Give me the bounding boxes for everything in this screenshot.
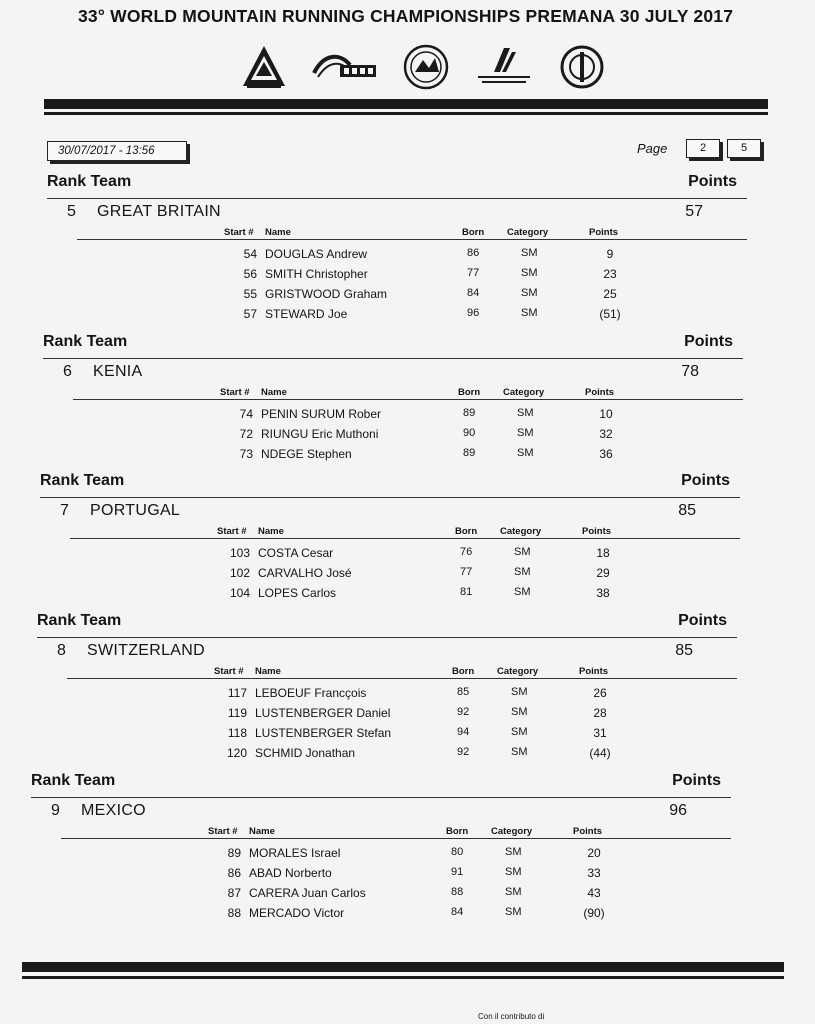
athlete-category: SM xyxy=(505,906,522,918)
athlete-points: 20 xyxy=(587,846,601,860)
column-header-category: Category xyxy=(491,826,533,837)
athlete-born: 84 xyxy=(451,906,464,918)
athlete-category: SM xyxy=(505,846,522,858)
header-rule xyxy=(31,797,731,798)
athlete-name: SMITH Christopher xyxy=(265,267,368,281)
athlete-category: SM xyxy=(514,566,531,578)
column-header-born: Born xyxy=(452,666,475,677)
athlete-points: (44) xyxy=(589,746,611,760)
header-rule xyxy=(43,358,743,359)
team-points: 85 xyxy=(678,502,696,519)
athlete-name: PENIN SURUM Rober xyxy=(261,407,382,421)
athlete-name: NDEGE Stephen xyxy=(261,447,352,461)
team-rank: 9 xyxy=(51,802,60,819)
iaaf-logo xyxy=(310,43,380,91)
rank-team-header: Rank Team xyxy=(37,612,122,629)
team-points: 78 xyxy=(681,363,699,380)
column-header-category: Category xyxy=(497,666,539,677)
athlete-points: 36 xyxy=(599,447,613,461)
athlete-born: 80 xyxy=(451,846,464,858)
athlete-born: 86 xyxy=(467,247,480,259)
column-header-start: Start # xyxy=(214,666,244,677)
rank-team-header: Rank Team xyxy=(43,333,128,350)
footer-divider xyxy=(22,962,784,972)
athlete-category: SM xyxy=(521,287,538,299)
athlete-category: SM xyxy=(514,586,531,598)
athlete-category: SM xyxy=(505,866,522,878)
athlete-row xyxy=(40,586,740,606)
points-header: Points xyxy=(688,173,737,190)
team-block xyxy=(40,472,770,632)
athlete-row xyxy=(31,906,731,926)
athlete-start: 54 xyxy=(243,247,257,261)
team-block xyxy=(47,173,777,333)
points-header: Points xyxy=(684,333,733,350)
athlete-born: 77 xyxy=(460,566,473,578)
team-name: SWITZERLAND xyxy=(87,642,205,659)
team-rule xyxy=(70,538,740,539)
athlete-start: 55 xyxy=(243,287,257,301)
column-header-born: Born xyxy=(462,227,485,238)
athlete-points: 9 xyxy=(606,247,614,261)
athlete-born: 76 xyxy=(460,546,473,558)
athlete-category: SM xyxy=(521,267,538,279)
athlete-start: 119 xyxy=(227,706,247,720)
team-name: GREAT BRITAIN xyxy=(97,203,221,220)
athlete-points: 33 xyxy=(587,866,601,880)
page-title: 33° WORLD MOUNTAIN RUNNING CHAMPIONSHIPS PREMANA 30 JULY 2017 xyxy=(78,6,734,26)
athlete-start: 103 xyxy=(229,546,250,560)
athlete-born: 92 xyxy=(457,706,470,718)
team-rank: 6 xyxy=(63,363,72,380)
column-header-name: Name xyxy=(265,227,291,238)
athlete-category: SM xyxy=(514,546,531,558)
points-header: Points xyxy=(672,772,721,789)
header-divider xyxy=(44,99,768,109)
column-header-category: Category xyxy=(500,526,542,537)
header-rule xyxy=(40,497,740,498)
athlete-row xyxy=(47,307,747,327)
athlete-points: (51) xyxy=(599,307,621,321)
team-name: KENIA xyxy=(93,363,143,380)
column-header-start: Start # xyxy=(208,826,238,837)
athlete-points: 18 xyxy=(596,546,610,560)
athlete-name: GRISTWOOD Graham xyxy=(265,287,388,301)
athlete-name: RIUNGU Eric Muthoni xyxy=(261,427,379,441)
team-rank: 8 xyxy=(57,642,66,659)
contributor-note: Con il contributo di xyxy=(478,1012,545,1021)
team-rule xyxy=(77,239,747,240)
athlete-born: 88 xyxy=(451,886,464,898)
team-rank: 7 xyxy=(60,502,69,519)
athlete-row xyxy=(43,447,743,467)
athlete-category: SM xyxy=(517,447,534,459)
column-header-points: Points xyxy=(579,666,609,677)
athlete-start: 88 xyxy=(227,906,241,920)
athlete-category: SM xyxy=(511,686,528,698)
team-rule xyxy=(67,678,737,679)
athlete-row xyxy=(47,247,747,267)
column-header-points: Points xyxy=(585,387,615,398)
athlete-points: 10 xyxy=(599,407,613,421)
athlete-born: 84 xyxy=(467,287,480,299)
athlete-points: 29 xyxy=(596,566,610,580)
athlete-row xyxy=(31,846,731,866)
athlete-points: 26 xyxy=(593,686,607,700)
team-rule xyxy=(73,399,743,400)
athlete-born: 92 xyxy=(457,746,470,758)
athlete-name: STEWARD Joe xyxy=(265,307,348,321)
athlete-row xyxy=(37,686,737,706)
page-label: Page xyxy=(637,141,668,156)
team-rank: 5 xyxy=(67,203,76,220)
athlete-category: SM xyxy=(517,407,534,419)
column-header-category: Category xyxy=(503,387,545,398)
athlete-category: SM xyxy=(517,427,534,439)
athlete-points: 38 xyxy=(596,586,610,600)
athlete-start: 102 xyxy=(229,566,250,580)
team-block xyxy=(37,612,767,772)
athlete-name: MERCADO Victor xyxy=(249,906,345,920)
team-points: 85 xyxy=(675,642,693,659)
athlete-row xyxy=(40,546,740,566)
athlete-born: 81 xyxy=(460,586,473,598)
athlete-row xyxy=(37,706,737,726)
athlete-born: 90 xyxy=(463,427,476,439)
athlete-born: 85 xyxy=(457,686,470,698)
athlete-born: 89 xyxy=(463,407,476,419)
athlete-row xyxy=(31,866,731,886)
athlete-category: SM xyxy=(511,746,528,758)
athlete-start: 73 xyxy=(239,447,253,461)
page-total: 5 xyxy=(727,139,761,158)
athlete-start: 104 xyxy=(229,586,250,600)
column-header-name: Name xyxy=(261,387,287,398)
athlete-name: DOUGLAS Andrew xyxy=(265,247,368,261)
column-header-start: Start # xyxy=(217,526,247,537)
athlete-born: 94 xyxy=(457,726,470,738)
athlete-category: SM xyxy=(521,247,538,259)
athlete-category: SM xyxy=(505,886,522,898)
athlete-points: 32 xyxy=(599,427,613,441)
athlete-row xyxy=(37,726,737,746)
athlete-start: 74 xyxy=(239,407,253,421)
athlete-start: 86 xyxy=(227,866,241,880)
athlete-points: 25 xyxy=(603,287,617,301)
athlete-start: 87 xyxy=(227,886,241,900)
team-block xyxy=(43,333,773,493)
athlete-row xyxy=(43,407,743,427)
rank-team-header: Rank Team xyxy=(40,472,125,489)
column-header-born: Born xyxy=(446,826,469,837)
athlete-born: 96 xyxy=(467,307,480,319)
header-rule xyxy=(37,637,737,638)
team-block xyxy=(31,772,761,932)
athlete-start: 72 xyxy=(239,427,253,441)
athlete-name: CARVALHO José xyxy=(258,566,352,580)
athlete-points: 43 xyxy=(587,886,601,900)
athlete-points: 31 xyxy=(593,726,607,740)
column-header-name: Name xyxy=(249,826,275,837)
athlete-start: 57 xyxy=(243,307,257,321)
header-rule xyxy=(47,198,747,199)
athlete-born: 77 xyxy=(467,267,480,279)
column-header-points: Points xyxy=(589,227,619,238)
points-header: Points xyxy=(681,472,730,489)
athlete-points: 23 xyxy=(603,267,617,281)
column-header-start: Start # xyxy=(224,227,254,238)
header-divider-thin xyxy=(44,112,768,115)
athlete-name: COSTA Cesar xyxy=(258,546,334,560)
athlete-row xyxy=(43,427,743,447)
athlete-row xyxy=(47,287,747,307)
column-header-born: Born xyxy=(455,526,478,537)
athlete-points: 28 xyxy=(593,706,607,720)
athlete-name: LEBOEUF Francçois xyxy=(255,686,367,700)
athlete-born: 91 xyxy=(451,866,464,878)
fidal-logo xyxy=(472,43,536,91)
timestamp-box: 30/07/2017 - 13:56 xyxy=(47,141,187,161)
footer-divider-thin xyxy=(22,976,784,979)
athlete-row xyxy=(37,746,737,766)
page-current: 2 xyxy=(686,139,720,158)
athlete-name: SCHMID Jonathan xyxy=(255,746,356,760)
column-header-name: Name xyxy=(255,666,281,677)
column-header-start: Start # xyxy=(220,387,250,398)
logo-strip xyxy=(238,42,608,92)
athlete-name: LUSTENBERGER Daniel xyxy=(255,706,391,720)
athlete-start: 89 xyxy=(227,846,241,860)
wmra-logo xyxy=(238,43,290,91)
athlete-row xyxy=(47,267,747,287)
team-rule xyxy=(61,838,731,839)
athlete-start: 118 xyxy=(227,726,247,740)
column-header-name: Name xyxy=(258,526,284,537)
athlete-start: 120 xyxy=(226,746,247,760)
athlete-start: 117 xyxy=(227,686,247,700)
athlete-name: CARERA Juan Carlos xyxy=(249,886,366,900)
team-points: 96 xyxy=(669,802,687,819)
championship-seal xyxy=(400,43,452,91)
column-header-born: Born xyxy=(458,387,481,398)
athlete-name: MORALES Israel xyxy=(249,846,341,860)
athlete-row xyxy=(40,566,740,586)
athlete-category: SM xyxy=(511,726,528,738)
rank-team-header: Rank Team xyxy=(47,173,132,190)
athlete-name: LOPES Carlos xyxy=(258,586,337,600)
column-header-points: Points xyxy=(582,526,612,537)
athlete-category: SM xyxy=(511,706,528,718)
column-header-points: Points xyxy=(573,826,603,837)
athlete-name: LUSTENBERGER Stefan xyxy=(255,726,392,740)
athlete-born: 89 xyxy=(463,447,476,459)
team-points: 57 xyxy=(685,203,703,220)
athlete-name: ABAD Norberto xyxy=(249,866,332,880)
team-name: PORTUGAL xyxy=(90,502,181,519)
points-header: Points xyxy=(678,612,727,629)
athlete-start: 56 xyxy=(243,267,257,281)
athlete-category: SM xyxy=(521,307,538,319)
athlete-points: (90) xyxy=(583,906,605,920)
team-name: MEXICO xyxy=(81,802,146,819)
premana-logo xyxy=(556,43,608,91)
column-header-category: Category xyxy=(507,227,549,238)
athlete-row xyxy=(31,886,731,906)
rank-team-header: Rank Team xyxy=(31,772,116,789)
